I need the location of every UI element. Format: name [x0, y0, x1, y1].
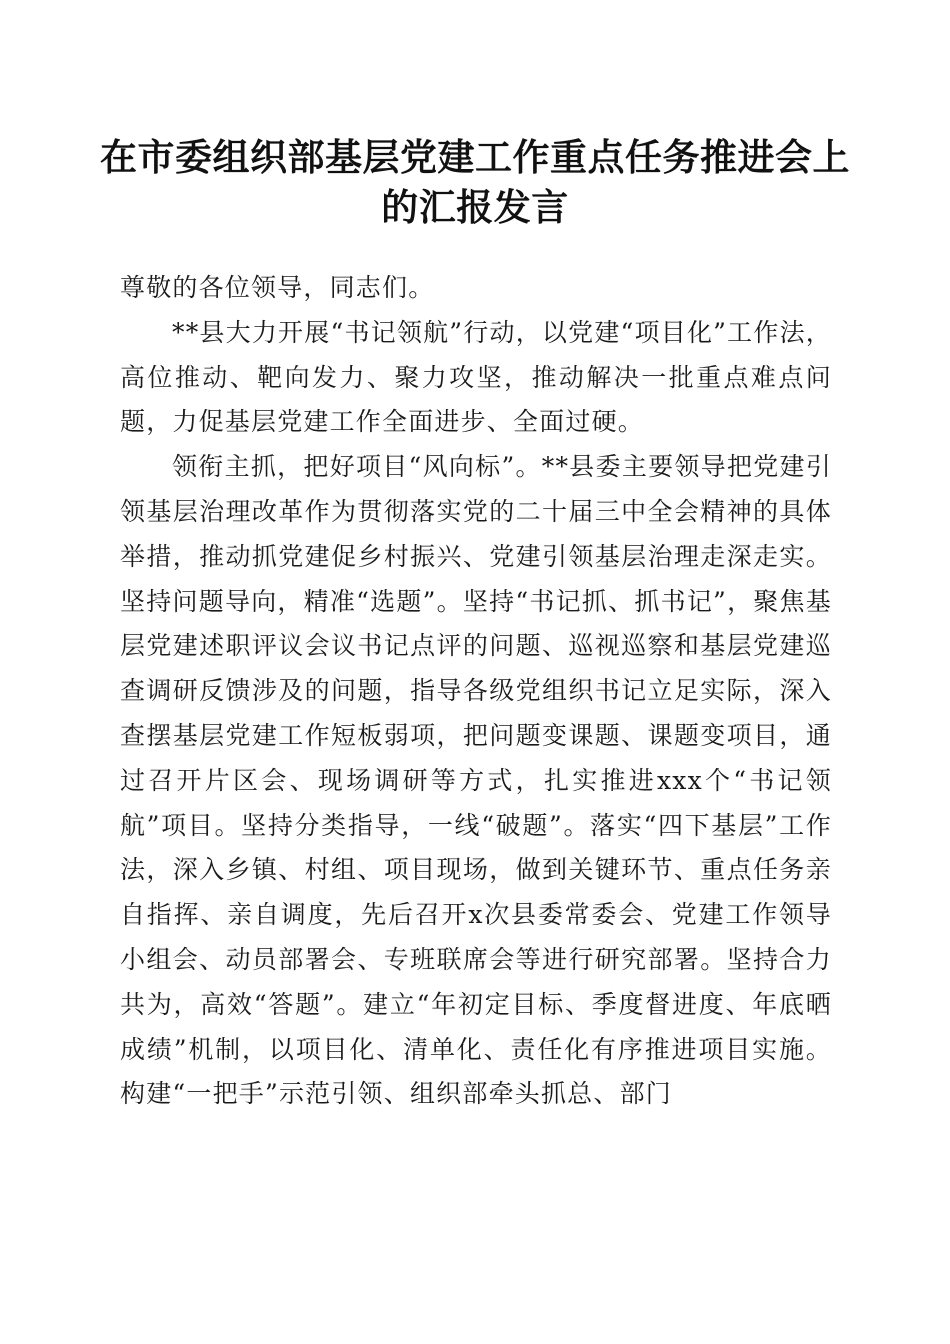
- document-body: [120, 266, 832, 1117]
- paragraph-1: **县大力开展“书记领航”行动，以党建“项目化”工作法，高位推动、靶向发力、聚力攻坚，推动解决一批重点难点问题，力促基层党建工作全面进步、全面过硬。: [120, 317, 832, 437]
- paragraph-2: 领衔主抓，把好项目“风向标”。**县委主要领导把党建引领基层治理改革作为贯彻落实党的二十届三中全会精神的具体举措，推动抓党建促乡村振兴、党建引领基层治理走深走实。坚持问题导向，精准“选题”。坚持“书记抓、抓书记”，聚焦基层党建述职评议会议书记点评的问题、巡视巡察和基层党建巡查调研反馈涉及的问题，指导各级党组织书记立足实际，深入查摆基层党建工作短板弱项，把问题变课题、课题变项目，通过召开片区会、现场调研等方式，扎实推进xxx个“书记领航”项目。坚持分类指导，一线“破题”。落实“四下基层”工作法，深入乡镇、村组、项目现场，做到关键环节、重点任务亲自指挥、亲自调度，先后召开x次县委常委会、党建工作领导小组会、动员部署会、专班联席会等进行研究部署。坚持合力共为，高效“答题”。建立“年初定目标、季度督进度、年底晒成绩”机制，以项目化、清单化、责任化有序推进项目实施。构建“一把手”示范引领、组织部牵头抓总、部门: [120, 452, 832, 1109]
- salutation: 尊敬的各位领导，同志们。: [120, 273, 435, 302]
- document-title: 在市委组织部基层党建工作重点任务推进会上的汇报发言: [100, 135, 850, 229]
